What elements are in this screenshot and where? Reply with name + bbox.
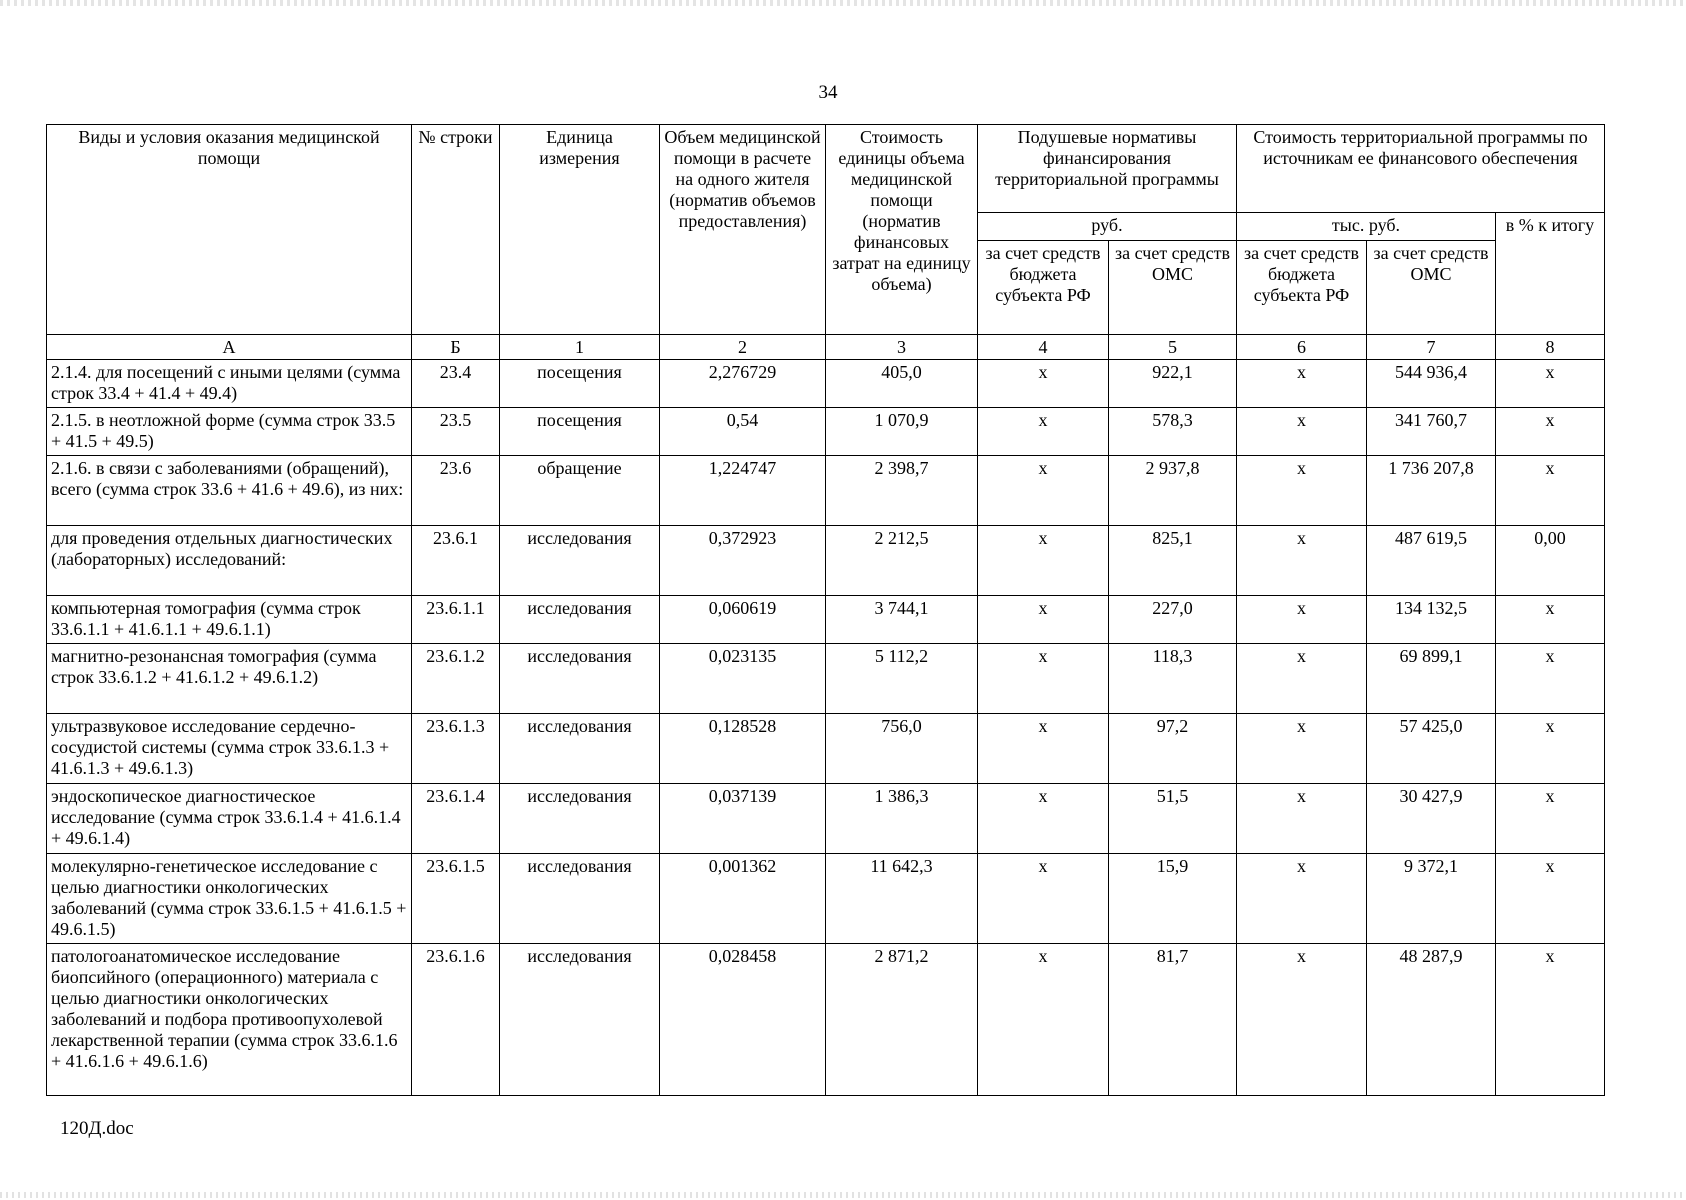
cell-cost: 2 398,7 xyxy=(826,456,978,526)
table-row xyxy=(47,456,1605,526)
cell-tc-budget: x xyxy=(1237,854,1367,944)
cell-pc-oms: 2 937,8 xyxy=(1109,456,1237,526)
cell-pc-oms: 97,2 xyxy=(1109,714,1237,784)
cell-unit: обращение xyxy=(500,456,660,526)
cell-tc-budget: x xyxy=(1237,714,1367,784)
cell-row-no: 23.6.1.5 xyxy=(412,854,500,944)
cell-row-no: 23.6.1.2 xyxy=(412,644,500,714)
table-row xyxy=(47,944,1605,1096)
header-program-cost: Стоимость территориальной программы по источникам ее финансового обеспечения xyxy=(1237,125,1605,213)
cell-row-no: 23.6.1.1 xyxy=(412,596,500,644)
cell-tc-budget: x xyxy=(1237,408,1367,456)
cell-percent: 0,00 xyxy=(1496,526,1605,596)
cell-percent: x xyxy=(1496,408,1605,456)
column-index: 8 xyxy=(1496,335,1605,360)
cell-pc-budget: x xyxy=(978,456,1109,526)
table-row xyxy=(47,714,1605,784)
cell-tc-budget: x xyxy=(1237,784,1367,854)
cell-tc-budget: x xyxy=(1237,456,1367,526)
table-row xyxy=(47,596,1605,644)
header-thous-rub: тыс. руб. xyxy=(1237,213,1496,241)
column-index: А xyxy=(47,335,412,360)
cell-volume: 0,023135 xyxy=(660,644,826,714)
cell-volume: 0,372923 xyxy=(660,526,826,596)
column-index: Б xyxy=(412,335,500,360)
cell-tc-oms: 134 132,5 xyxy=(1367,596,1496,644)
cell-unit: посещения xyxy=(500,360,660,408)
header-unit: Единица измерения xyxy=(500,125,660,335)
cell-pc-oms: 81,7 xyxy=(1109,944,1237,1096)
header-budget: за счет средств бюджета субъекта РФ xyxy=(978,241,1109,335)
cell-tc-oms: 9 372,1 xyxy=(1367,854,1496,944)
table-row xyxy=(47,854,1605,944)
cell-unit: исследования xyxy=(500,526,660,596)
cell-name: эндоскопическое диагностическое исследование (сумма строк 33.6.1.4 + 41.6.1.4 + 49.6.1.4) xyxy=(47,784,412,854)
cell-tc-oms: 1 736 207,8 xyxy=(1367,456,1496,526)
header-budget-2: за счет средств бюджета субъекта РФ xyxy=(1237,241,1367,335)
header-oms-2: за счет средств ОМС xyxy=(1367,241,1496,335)
cell-unit: исследования xyxy=(500,596,660,644)
cell-tc-budget: x xyxy=(1237,596,1367,644)
table-row xyxy=(47,644,1605,714)
cell-volume: 0,001362 xyxy=(660,854,826,944)
cell-pc-oms: 15,9 xyxy=(1109,854,1237,944)
cell-pc-oms: 578,3 xyxy=(1109,408,1237,456)
cell-pc-oms: 922,1 xyxy=(1109,360,1237,408)
cell-cost: 3 744,1 xyxy=(826,596,978,644)
header-per-capita: Подушевые нормативы финансирования территориальной программы xyxy=(978,125,1237,213)
cell-pc-budget: x xyxy=(978,784,1109,854)
column-index: 4 xyxy=(978,335,1109,360)
cell-percent: x xyxy=(1496,360,1605,408)
cell-name: 2.1.4. для посещений с иными целями (сумма строк 33.4 + 41.4 + 49.4) xyxy=(47,360,412,408)
footer-filename: 120Д.doc xyxy=(60,1118,134,1139)
cell-name: 2.1.6. в связи с заболеваниями (обращений), всего (сумма строк 33.6 + 41.6 + 49.6), из них: xyxy=(47,456,412,526)
cell-row-no: 23.4 xyxy=(412,360,500,408)
cell-tc-oms: 341 760,7 xyxy=(1367,408,1496,456)
financing-table xyxy=(46,124,1605,1096)
cell-tc-oms: 57 425,0 xyxy=(1367,714,1496,784)
cell-unit: исследования xyxy=(500,854,660,944)
page-number: 34 xyxy=(818,82,838,103)
cell-percent: x xyxy=(1496,944,1605,1096)
cell-row-no: 23.6.1.3 xyxy=(412,714,500,784)
header-types: Виды и условия оказания медицинской помощи xyxy=(47,125,412,335)
column-index-row xyxy=(47,335,1605,360)
cell-tc-oms: 30 427,9 xyxy=(1367,784,1496,854)
cell-cost: 1 070,9 xyxy=(826,408,978,456)
cell-name: для проведения отдельных диагностических (лабораторных) исследований: xyxy=(47,526,412,596)
cell-name: молекулярно-генетическое исследование с целью диагностики онкологических заболеваний (сумма строк 33.6.1.5 + 41.6.1.5 + 49.6.1.5) xyxy=(47,854,412,944)
table-header xyxy=(47,125,1605,360)
cell-row-no: 23.6.1.4 xyxy=(412,784,500,854)
cell-name: ультразвуковое исследование сердечно-сосудистой системы (сумма строк 33.6.1.3 + 41.6.1.3 + 49.6.1.3) xyxy=(47,714,412,784)
cell-percent: x xyxy=(1496,714,1605,784)
cell-row-no: 23.6.1.6 xyxy=(412,944,500,1096)
table-row xyxy=(47,360,1605,408)
cell-pc-budget: x xyxy=(978,644,1109,714)
cell-unit: исследования xyxy=(500,644,660,714)
cell-pc-budget: x xyxy=(978,944,1109,1096)
cell-percent: x xyxy=(1496,784,1605,854)
cell-unit: исследования xyxy=(500,944,660,1096)
scan-edge-bottom xyxy=(0,1192,1686,1198)
cell-percent: x xyxy=(1496,854,1605,944)
cell-unit: исследования xyxy=(500,714,660,784)
cell-tc-oms: 48 287,9 xyxy=(1367,944,1496,1096)
cell-tc-budget: x xyxy=(1237,360,1367,408)
cell-cost: 405,0 xyxy=(826,360,978,408)
cell-row-no: 23.5 xyxy=(412,408,500,456)
table-body xyxy=(47,360,1605,1096)
cell-row-no: 23.6 xyxy=(412,456,500,526)
cell-unit: посещения xyxy=(500,408,660,456)
cell-percent: x xyxy=(1496,644,1605,714)
cell-volume: 0,037139 xyxy=(660,784,826,854)
column-index: 7 xyxy=(1367,335,1496,360)
header-percent: в % к итогу xyxy=(1496,213,1605,335)
cell-cost: 756,0 xyxy=(826,714,978,784)
cell-tc-oms: 487 619,5 xyxy=(1367,526,1496,596)
cell-unit: исследования xyxy=(500,784,660,854)
cell-name: 2.1.5. в неотложной форме (сумма строк 33.5 + 41.5 + 49.5) xyxy=(47,408,412,456)
cell-pc-budget: x xyxy=(978,408,1109,456)
cell-row-no: 23.6.1 xyxy=(412,526,500,596)
cell-pc-oms: 51,5 xyxy=(1109,784,1237,854)
cell-pc-budget: x xyxy=(978,596,1109,644)
cell-pc-budget: x xyxy=(978,526,1109,596)
cell-pc-oms: 118,3 xyxy=(1109,644,1237,714)
cell-percent: x xyxy=(1496,456,1605,526)
cell-name: компьютерная томография (сумма строк 33.6.1.1 + 41.6.1.1 + 49.6.1.1) xyxy=(47,596,412,644)
cell-pc-budget: x xyxy=(978,360,1109,408)
cell-volume: 1,224747 xyxy=(660,456,826,526)
scan-edge-top xyxy=(0,0,1686,6)
cell-name: патологоанатомическое исследование биопсийного (операционного) материала с целью диагностики онкологических заболеваний и подбора противоопухолевой лекарственной терапии (сумма строк 33.6.1.6 + 41.6.1.6 + 49.6.1.6) xyxy=(47,944,412,1096)
header-volume: Объем медицинской помощи в расчете на одного жителя (норматив объемов предоставления) xyxy=(660,125,826,335)
table-row xyxy=(47,526,1605,596)
column-index: 3 xyxy=(826,335,978,360)
cell-pc-budget: x xyxy=(978,854,1109,944)
cell-percent: x xyxy=(1496,596,1605,644)
table-row xyxy=(47,784,1605,854)
column-index: 1 xyxy=(500,335,660,360)
cell-tc-budget: x xyxy=(1237,944,1367,1096)
cell-tc-oms: 544 936,4 xyxy=(1367,360,1496,408)
header-row-no: № строки xyxy=(412,125,500,335)
cell-cost: 2 212,5 xyxy=(826,526,978,596)
cell-volume: 2,276729 xyxy=(660,360,826,408)
cell-cost: 1 386,3 xyxy=(826,784,978,854)
cell-tc-budget: x xyxy=(1237,644,1367,714)
table-row xyxy=(47,408,1605,456)
header-cost-unit: Стоимость единицы объема медицинской помощи (норматив финансовых затрат на единицу объема) xyxy=(826,125,978,335)
column-index: 5 xyxy=(1109,335,1237,360)
cell-tc-oms: 69 899,1 xyxy=(1367,644,1496,714)
cell-tc-budget: x xyxy=(1237,526,1367,596)
cell-pc-budget: x xyxy=(978,714,1109,784)
cell-volume: 0,060619 xyxy=(660,596,826,644)
header-rub: руб. xyxy=(978,213,1237,241)
cell-pc-oms: 227,0 xyxy=(1109,596,1237,644)
column-index: 6 xyxy=(1237,335,1367,360)
column-index: 2 xyxy=(660,335,826,360)
cell-cost: 11 642,3 xyxy=(826,854,978,944)
header-oms: за счет средств ОМС xyxy=(1109,241,1237,335)
cell-volume: 0,54 xyxy=(660,408,826,456)
cell-pc-oms: 825,1 xyxy=(1109,526,1237,596)
cell-cost: 5 112,2 xyxy=(826,644,978,714)
cell-name: магнитно-резонансная томография (сумма строк 33.6.1.2 + 41.6.1.2 + 49.6.1.2) xyxy=(47,644,412,714)
cell-volume: 0,128528 xyxy=(660,714,826,784)
cell-volume: 0,028458 xyxy=(660,944,826,1096)
cell-cost: 2 871,2 xyxy=(826,944,978,1096)
